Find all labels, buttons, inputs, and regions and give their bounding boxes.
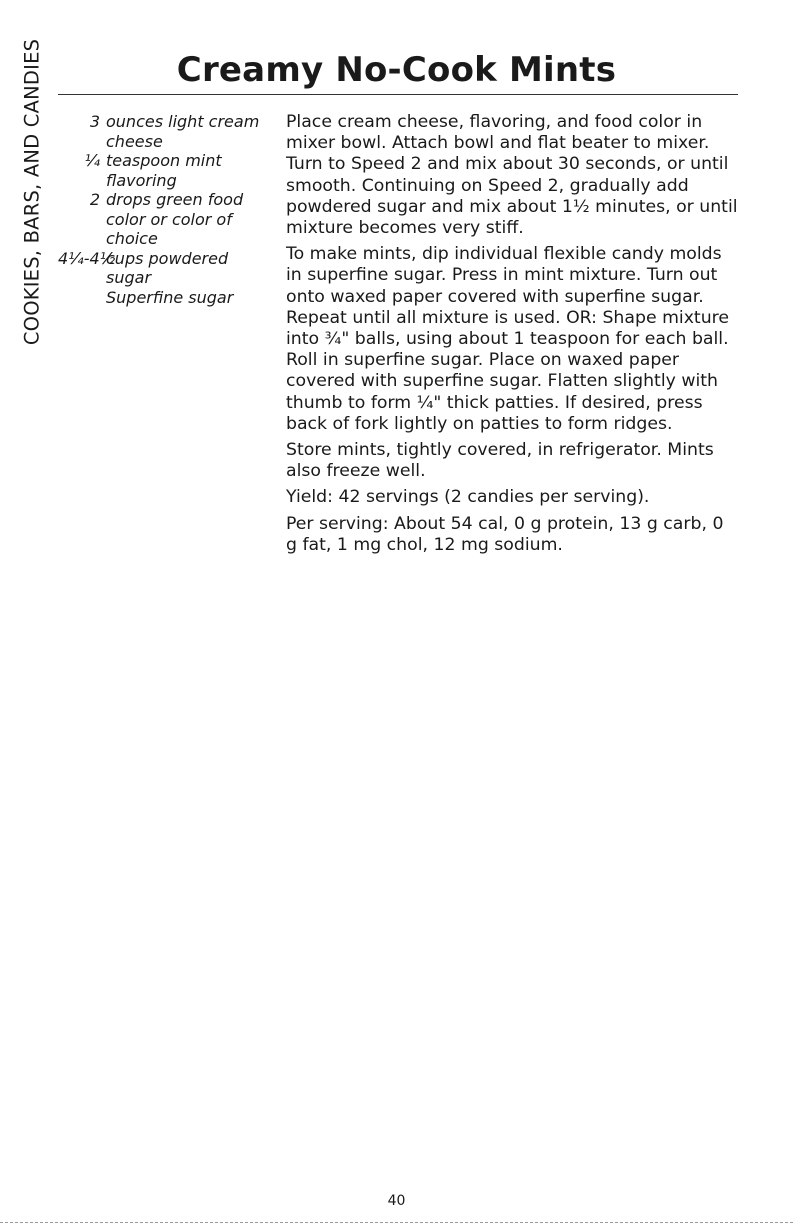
- yield-text: Yield: 42 servings (2 candies per serving).: [286, 487, 650, 508]
- page-number: 40: [387, 1193, 406, 1209]
- title-divider: [58, 94, 738, 95]
- ingredient-item: [58, 190, 273, 249]
- instruction-paragraph: Store mints, tightly covered, in refrigerator. Mints also freeze well.: [286, 440, 714, 482]
- section-tab-label: COOKIES, BARS, AND CANDIES: [20, 38, 44, 346]
- ingredient-item: [58, 112, 273, 151]
- instruction-paragraph: Place cream cheese, flavoring, and food color in mixer bowl. Attach bowl and flat beater to mixer. Turn to Speed 2 and mix about 30 seconds, or until smooth. Continuing on Speed 2, gradually add powdered sugar and mix about 1½ minutes, or until mixture becomes very stiff.: [286, 112, 738, 239]
- nutrition-text: Per serving: About 54 cal, 0 g protein, 13 g carb, 0 g fat, 1 mg chol, 12 mg sodium.: [286, 513, 724, 555]
- instruction-paragraph: To make mints, dip individual flexible candy molds in superfine sugar. Press in mint mixture. Turn out onto waxed paper covered with superfine sugar. Repeat until all mixture is used. OR: Shape mixture into ¾" balls, using about 1 teaspoon for each ball. Roll in superfine sugar. Place on waxed paper covered with superfine sugar. Flatten slightly with thumb to form ¼" thick patties. If desired, press back of fork lightly on patties to form ridges.: [286, 244, 730, 434]
- ingredient-quantity: 3: [89, 112, 100, 131]
- ingredient-name: ounces light cream cheese: [106, 112, 260, 151]
- ingredient-quantity: 4¼-4½: [58, 248, 116, 268]
- ingredient-item: [58, 151, 273, 190]
- ingredient-name: teaspoon mint flavoring: [106, 151, 222, 190]
- ingredient-quantity: [58, 288, 106, 308]
- page-bottom-edge: [0, 1222, 793, 1223]
- ingredient-item: [58, 288, 273, 308]
- ingredient-name: drops green food color or color of choice: [106, 190, 244, 248]
- ingredient-name: cups powdered sugar: [106, 248, 229, 287]
- ingredient-quantity: 2: [89, 190, 100, 209]
- recipe-title: Creamy No-Cook Mints: [176, 50, 617, 90]
- ingredient-item: [58, 249, 273, 288]
- recipe-instructions: [286, 112, 738, 561]
- ingredient-name: Superfine sugar: [106, 287, 234, 307]
- ingredient-list: [58, 112, 273, 307]
- ingredient-quantity: ¼: [84, 151, 100, 170]
